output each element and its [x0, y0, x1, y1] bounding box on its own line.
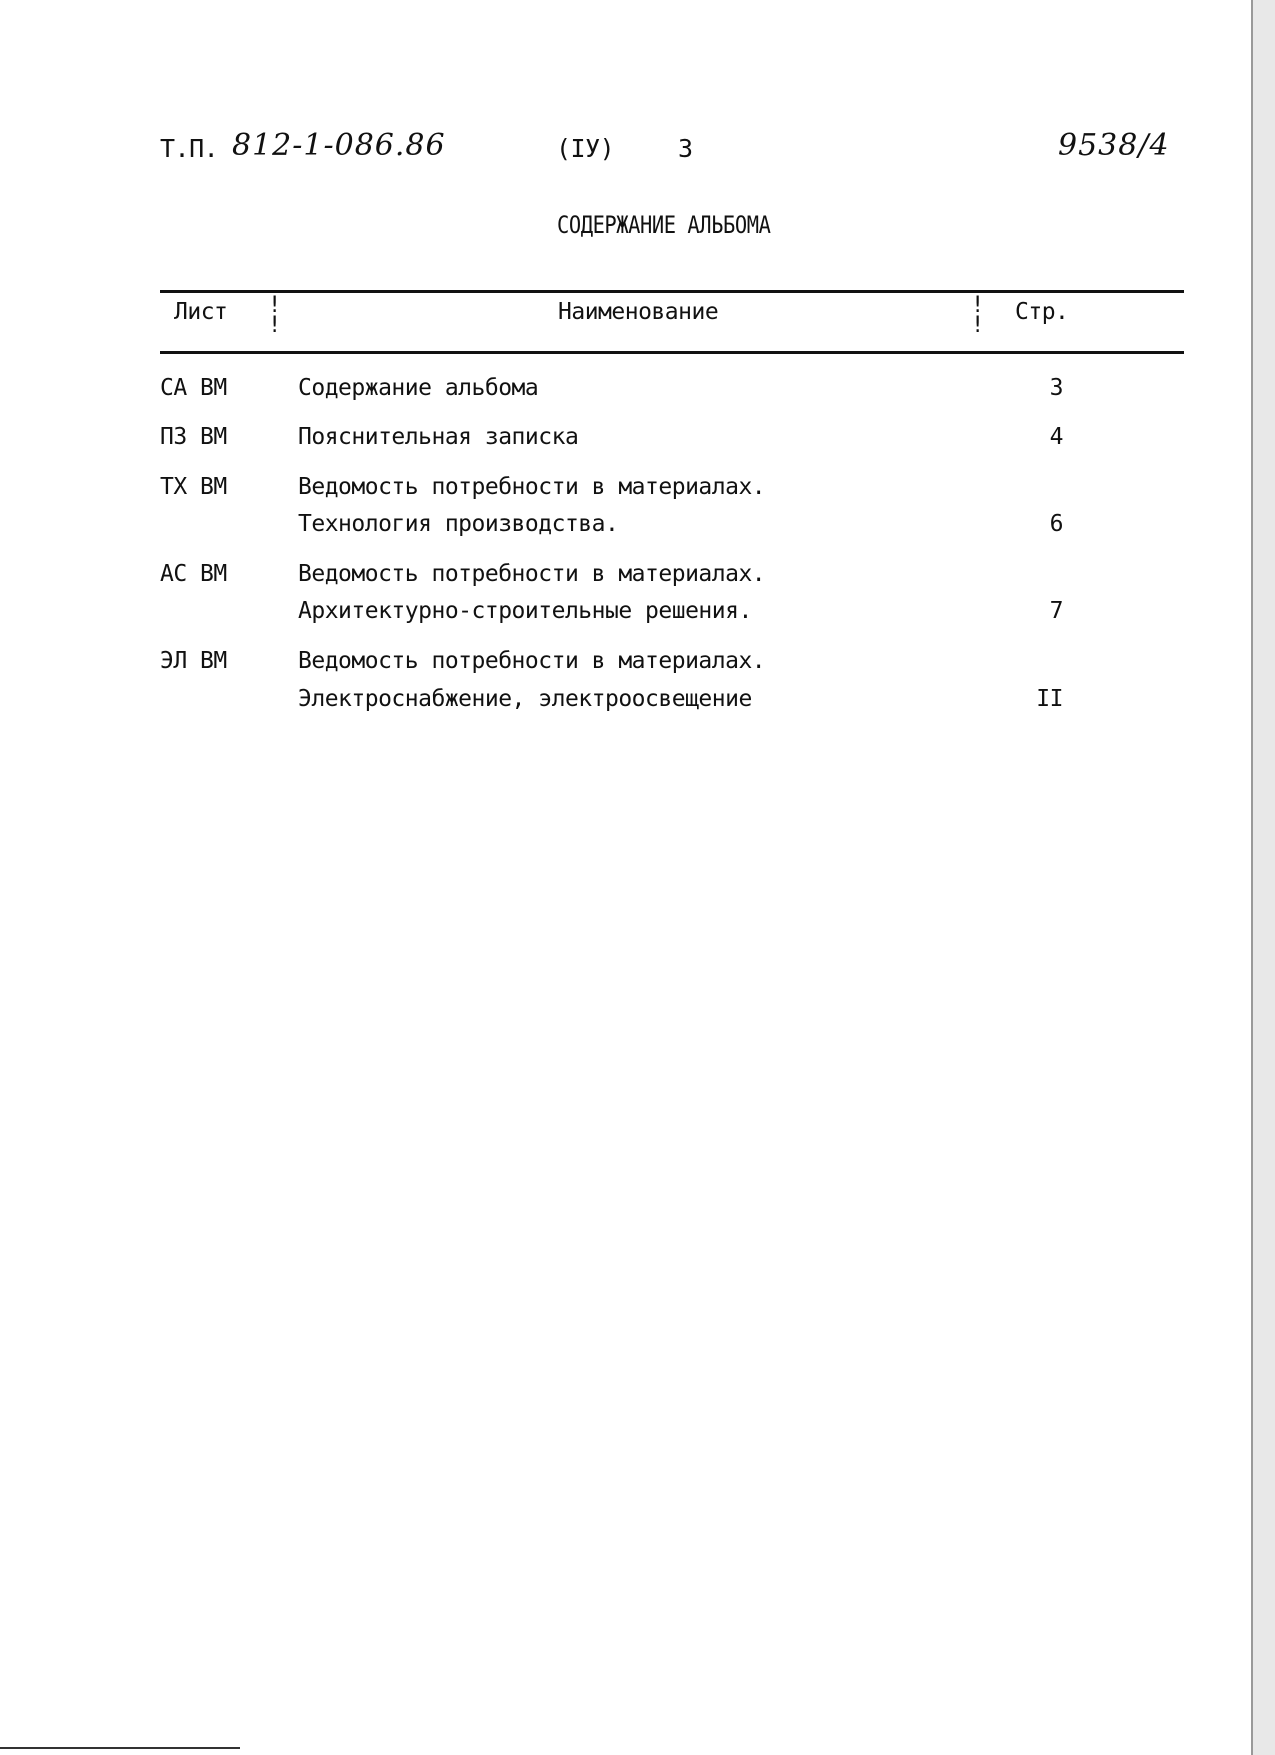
- scan-edge: [1251, 0, 1275, 1755]
- sheet-page: 7: [1049, 598, 1063, 624]
- column-header-sheet: Лист: [174, 299, 228, 325]
- sheet-code: ТХ ВМ: [160, 474, 227, 500]
- sheet-page: 4: [1049, 424, 1063, 450]
- column-header-name: Наименование: [558, 299, 719, 325]
- column-header-page: Стр.: [1015, 299, 1069, 325]
- sheet-name: Электроснабжение, электроосвещение: [298, 686, 752, 712]
- sheet-code: ПЗ ВМ: [160, 424, 227, 450]
- table-top-rule: [160, 290, 1184, 293]
- sheet-name: Ведомость потребности в материалах.: [298, 474, 766, 500]
- table-header-rule: [160, 351, 1184, 354]
- sheet-code: СА ВМ: [160, 375, 227, 401]
- sheet-name: Ведомость потребности в материалах.: [298, 648, 766, 674]
- project-number: 812-1-086.86: [232, 128, 446, 163]
- sheet-name: Ведомость потребности в материалах.: [298, 561, 766, 587]
- sheet-name: Технология производства.: [298, 511, 619, 537]
- sheet-code: АС ВМ: [160, 561, 227, 587]
- sheet-page: 6: [1049, 511, 1063, 537]
- inventory-number: 9538/4: [1058, 128, 1170, 163]
- sheet-page: 3: [1049, 375, 1063, 401]
- column-divider: ! !: [268, 293, 282, 338]
- scan-bottom-line: [0, 1747, 240, 1749]
- volume-label: (IУ): [556, 134, 615, 163]
- sheet-name: Содержание альбома: [298, 375, 539, 401]
- header-prefix: Т.П.: [160, 134, 219, 163]
- sheet-code: ЭЛ ВМ: [160, 648, 227, 674]
- sheet-page: II: [1036, 686, 1063, 712]
- document-title: СОДЕРЖАНИЕ АЛЬБОМА: [557, 211, 771, 239]
- page-number: 3: [678, 134, 693, 163]
- sheet-name: Архитектурно-строительные решения.: [298, 598, 752, 624]
- column-divider: ! !: [971, 293, 985, 338]
- sheet-name: Пояснительная записка: [298, 424, 579, 450]
